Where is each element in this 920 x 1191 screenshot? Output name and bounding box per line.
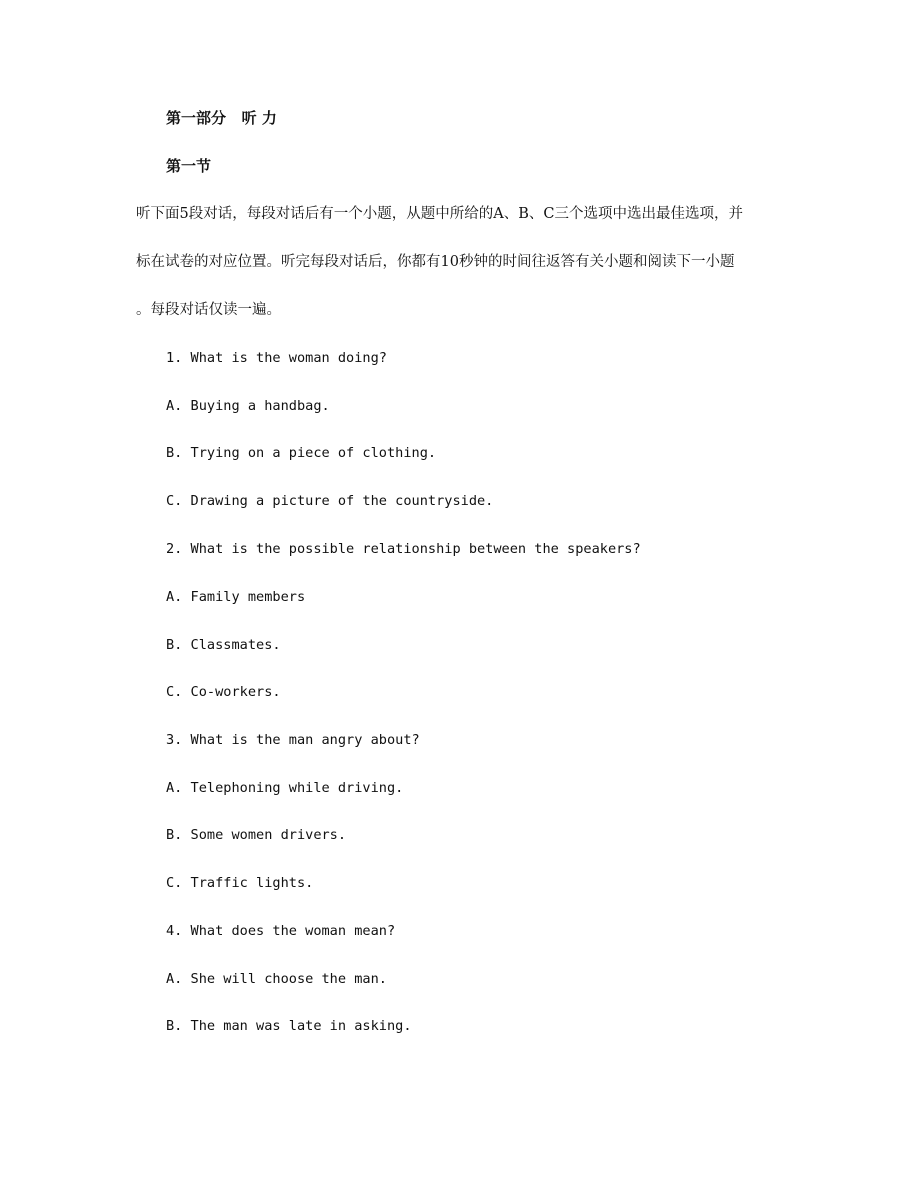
- question-4-option-b: B. The man was late in asking.: [166, 1018, 412, 1034]
- question-2-option-b: B. Classmates.: [166, 637, 281, 653]
- question-2-stem: 2. What is the possible relationship between the speakers?: [166, 541, 641, 557]
- part-title: 第一部分 听 力: [166, 109, 277, 127]
- question-3-option-b: B. Some women drivers.: [166, 827, 347, 843]
- question-3-option-a: A. Telephoning while driving.: [166, 780, 404, 796]
- question-1-option-c: C. Drawing a picture of the countryside.: [166, 493, 494, 509]
- subsection-title: 第一节: [166, 157, 212, 175]
- question-1-option-a: A. Buying a handbag.: [166, 398, 330, 414]
- question-2-option-a: A. Family members: [166, 589, 306, 605]
- question-1-option-b: B. Trying on a piece of clothing.: [166, 445, 437, 461]
- question-3-stem: 3. What is the man angry about?: [166, 732, 420, 748]
- question-2-option-c: C. Co-workers.: [166, 684, 281, 700]
- instructions-line-1: 听下面5段对话，每段对话后有一个小题，从题中所给的A、B、C三个选项中选出最佳选项，并: [136, 206, 743, 222]
- question-1-stem: 1. What is the woman doing?: [166, 350, 387, 366]
- instructions-line-2: 标在试卷的对应位置。听完每段对话后，你都有10秒钟的时间往返答有关小题和阅读下一小题: [136, 254, 735, 270]
- question-4-stem: 4. What does the woman mean?: [166, 923, 396, 939]
- question-3-option-c: C. Traffic lights.: [166, 875, 314, 891]
- instructions-line-3: 。每段对话仅读一遍。: [136, 302, 281, 318]
- question-4-option-a: A. She will choose the man.: [166, 971, 387, 987]
